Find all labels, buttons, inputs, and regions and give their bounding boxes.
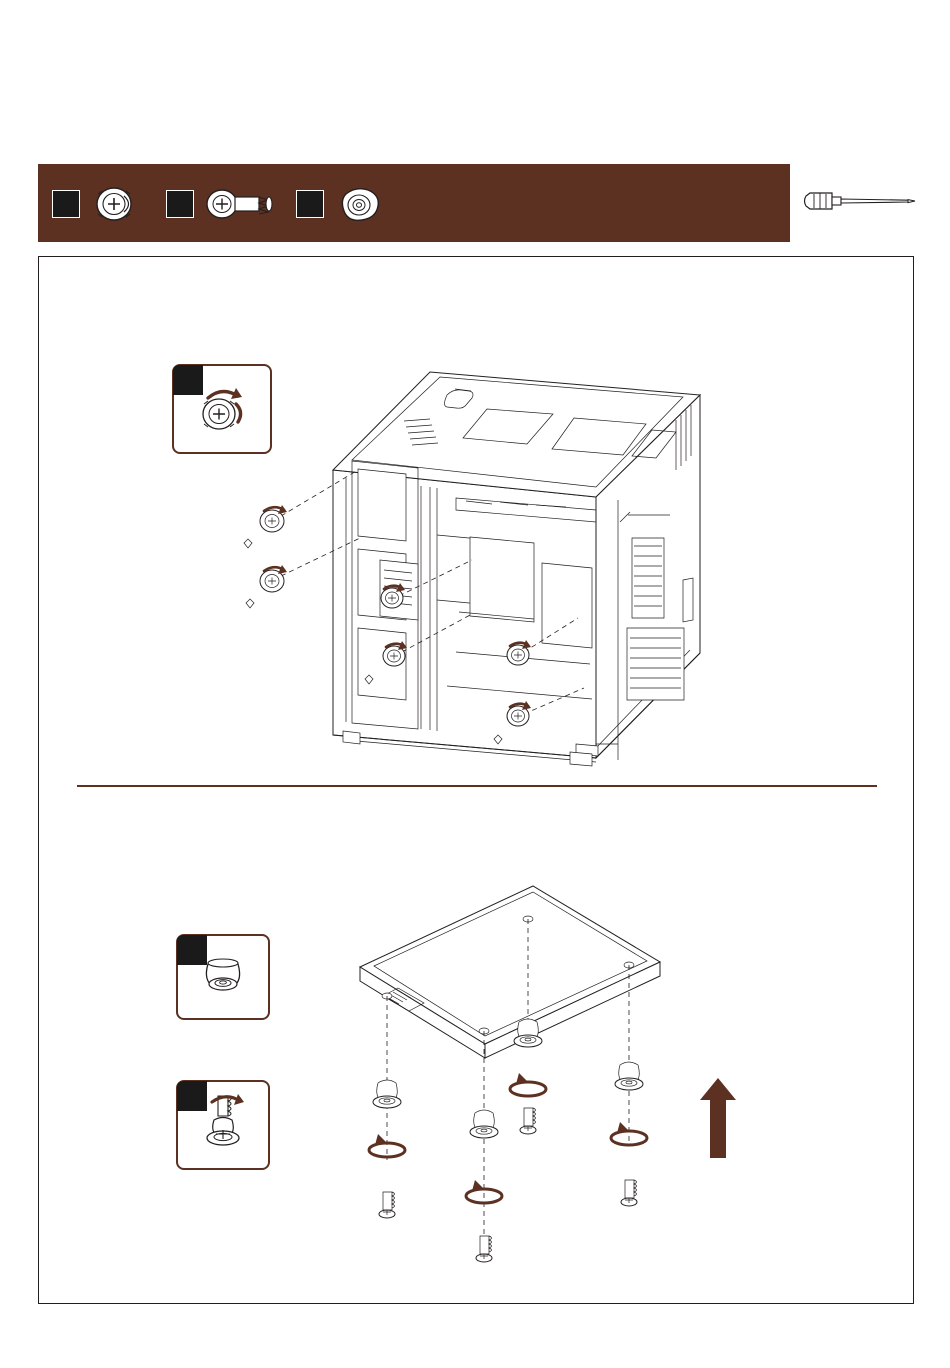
- part-1-chip: [52, 190, 80, 218]
- screw-into-foot-icon: [178, 1082, 268, 1168]
- parts-legend-bar: [38, 164, 790, 242]
- thumb-screw-icon: [88, 180, 144, 228]
- part-3-chip: [296, 190, 324, 218]
- part-1-thumbscrew: [52, 180, 144, 228]
- rubber-foot-icon: [178, 936, 268, 1018]
- section-divider: [77, 785, 877, 787]
- screwdriver-icon: [800, 176, 920, 226]
- part-2-chip: [166, 190, 194, 218]
- rubber-grommet-icon: [332, 180, 394, 228]
- shoulder-screw-icon: [202, 180, 286, 228]
- part-2-shoulder-screw: [166, 180, 286, 228]
- callout-step-1: [172, 364, 272, 454]
- callout-step-3: [176, 1080, 270, 1170]
- instruction-panel: [38, 256, 914, 1304]
- part-3-grommet: [296, 180, 394, 228]
- rotate-thumbscrew-icon: [174, 366, 270, 452]
- callout-step-2: [176, 934, 270, 1020]
